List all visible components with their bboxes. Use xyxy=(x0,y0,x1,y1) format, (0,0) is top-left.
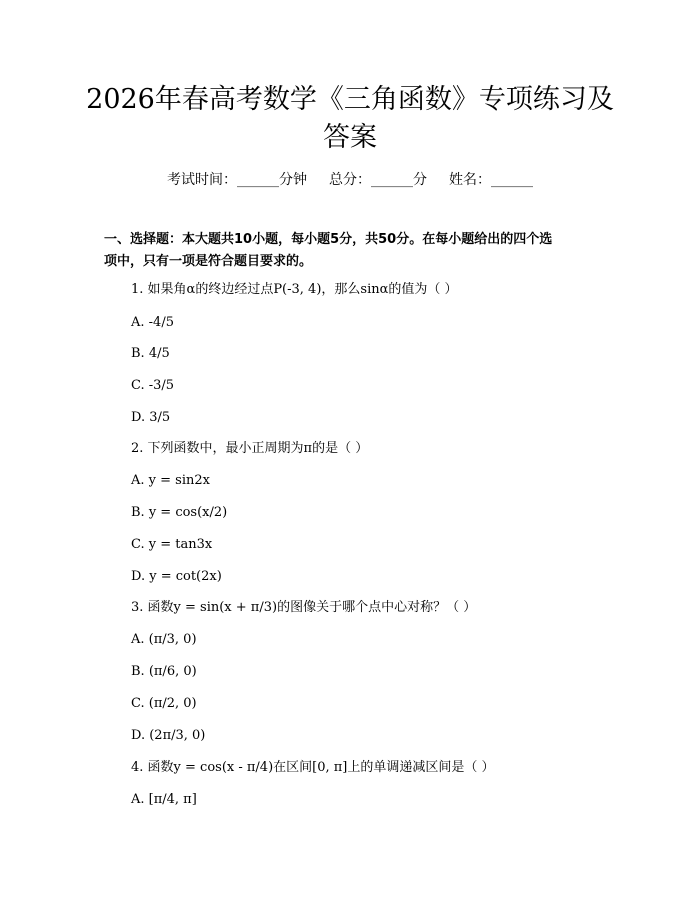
question-2-option-c: C. y = tan3x xyxy=(131,537,213,552)
question-1-stem: 1. 如果角α的终边经过点P(-3, 4)，那么sinα的值为（ ） xyxy=(131,282,458,297)
question-1-option-c: C. -3/5 xyxy=(131,378,175,393)
question-4-option-a: A. [π/4, π] xyxy=(131,792,197,807)
section-heading-line-2: 项中，只有一项是符合题目要求的。 xyxy=(104,254,313,269)
question-3-option-d: D. (2π/3, 0) xyxy=(131,728,206,743)
exam-score-field: 总分：______分 xyxy=(329,172,427,188)
question-2-option-d: D. y = cot(2x) xyxy=(131,569,222,584)
question-3-option-a: A. (π/3, 0) xyxy=(131,632,197,647)
question-3-option-b: B. (π/6, 0) xyxy=(131,664,197,679)
question-2-stem: 2. 下列函数中，最小正周期为π的是（ ） xyxy=(131,441,369,456)
exam-name-field: 姓名：______ xyxy=(449,172,533,188)
question-4-stem: 4. 函数y = cos(x - π/4)在区间[0, π]上的单调递减区间是（ ） xyxy=(131,760,495,775)
page-title-line-2: 答案 xyxy=(323,122,377,153)
question-3-option-c: C. (π/2, 0) xyxy=(131,696,197,711)
question-1-option-b: B. 4/5 xyxy=(131,346,170,361)
question-2-option-b: B. y = cos(x/2) xyxy=(131,505,228,520)
question-3-stem: 3. 函数y = sin(x + π/3)的图像关于哪个点中心对称？（ ） xyxy=(131,600,477,615)
question-1-option-a: A. -4/5 xyxy=(131,315,174,330)
question-1-option-d: D. 3/5 xyxy=(131,410,171,425)
exam-time-field: 考试时间：______分钟 xyxy=(167,172,307,188)
question-2-option-a: A. y = sin2x xyxy=(131,473,210,488)
exam-info xyxy=(0,171,700,189)
section-heading-line-1: 一、选择题：本大题共10小题，每小题5分，共50分。在每小题给出的四个选 xyxy=(104,232,553,247)
page-title-line-1: 2026年春高考数学《三角函数》专项练习及 xyxy=(86,84,614,115)
